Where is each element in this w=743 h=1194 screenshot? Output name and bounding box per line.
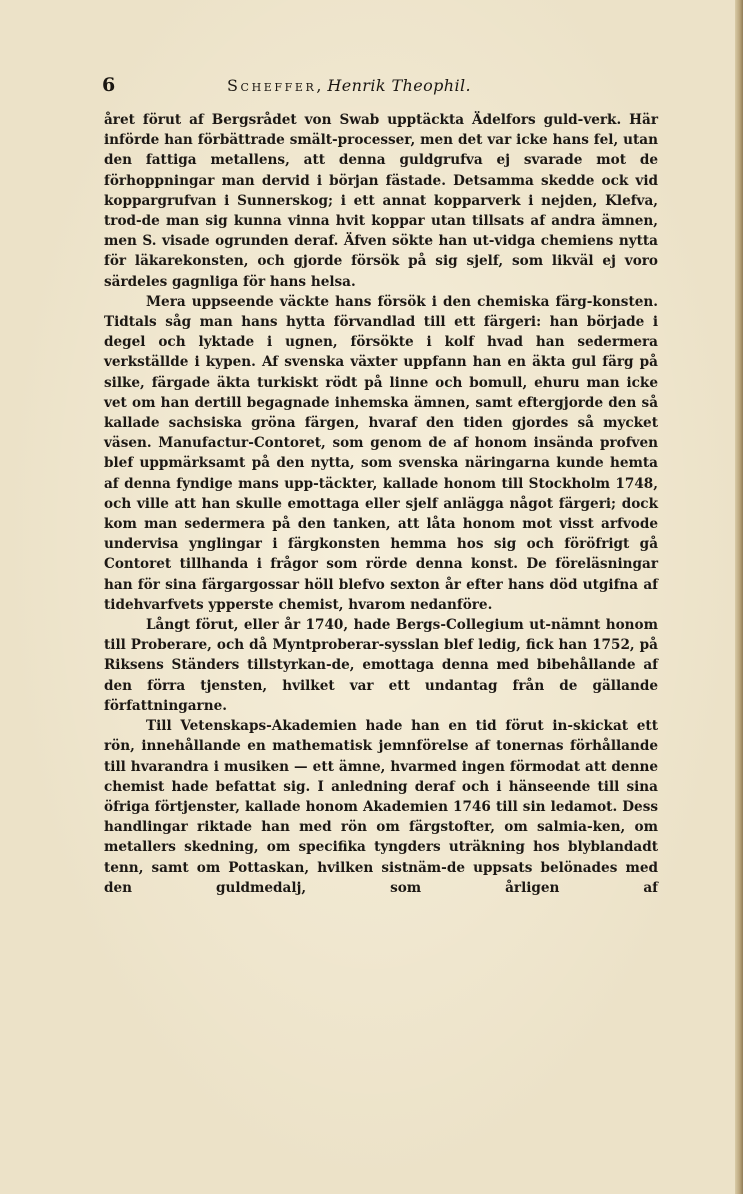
running-head-given-names: Henrik Theophil. xyxy=(327,76,471,95)
running-head-separator: , xyxy=(316,76,328,95)
body-text xyxy=(104,110,658,898)
page-number: 6 xyxy=(102,74,116,96)
paragraph: året förut af Bergsrådet von Swab upptäckta Ädelfors guld-verk. Här införde han förbättrade smält-processer, men det var icke hans fel, utan den fattiga metallens, att denna guldgrufva ej svarade mot de förhoppningar man dervid i början fästade. Detsamma skedde ock vid koppargrufvan i Sunnerskog; i ett annat kopparverk i nejden, Klefva, trod-de man sig kunna vinna hvit koppar utan tillsats af andra ämnen, men S. visade ogrunden deraf. Äfven sökte han ut-vidga chemiens nytta för läkarekonsten, och gjorde försök på sig sjelf, som likväl ej voro särdeles gagnliga för hans helsa. xyxy=(104,112,658,290)
page-header xyxy=(102,74,662,102)
paragraph: Långt förut, eller år 1740, hade Bergs-Collegium ut-nämnt honom till Proberare, och då Myntproberar-sysslan blef ledig, fick han 1752, på Riksens Ständers tillstyrkan-de, emottaga denna med bibehållande af den förra tjensten, hvilket var ett undantag från de gällande författningarne. xyxy=(104,617,658,714)
paragraph: Mera uppseende väckte hans försök i den chemiska färg-konsten. Tidtals såg man hans hytta förvandlad till ett färgeri: han började i degel och lyktade i ugnen, försökte i kolf hvad han sedermera verkställde i kypen. Af svenska växter uppfann han en äkta gul färg på silke, färgade äkta turkiskt rödt på linne och bomull, ehuru man icke vet om han dertill begagnade inhemska ämnen, samt eftergjorde den så kallade sachsiska gröna färgen, hvaraf den tiden gjordes så mycket väsen. Manufactur-Contoret, som genom de af honom insända profven blef uppmärksamt på den nytta, som svenska näringarna kunde hemta af denna fyndige mans upp-täckter, kallade honom till Stockholm 1748, och ville att han skulle emottaga eller sjelf anlägga något färgeri; dock kom man sedermera på den tanken, att låta honom mot visst arfvode undervisa ynglingar i färgkonsten hemma hos sig och föröfrigt gå Contoret tillhanda i frågor som rörde denna konst. De föreläsningar han för sina färgargossar höll blefvo sexton år efter hans död utgifna af tidehvarfvets ypperste chemist, hvarom nedanföre. xyxy=(104,293,658,613)
page-edge xyxy=(735,0,743,1194)
running-head xyxy=(227,76,471,95)
paragraph: Till Vetenskaps-Akademien hade han en tid förut in-skickat ett rön, innehållande en mathematisk jemnförelse af tonernas förhållande till hvarandra i musiken — ett ämne, hvarmed ingen förmodat att denne chemist hade befattat sig. I anledning deraf och i hänseende till sina öfriga förtjenster, kallade honom Akademien 1746 till sin ledamot. Dess handlingar riktade han med rön om färgstofter, om salmia-ken, om metallers skedning, om specifika tyngders uträkning hos blyblandadt tenn, samt om Pottaskan, hvilken sistnäm-de uppsats belönades med den guldmedalj, som årligen af xyxy=(104,718,658,896)
running-head-author: Scheffer xyxy=(227,76,317,95)
